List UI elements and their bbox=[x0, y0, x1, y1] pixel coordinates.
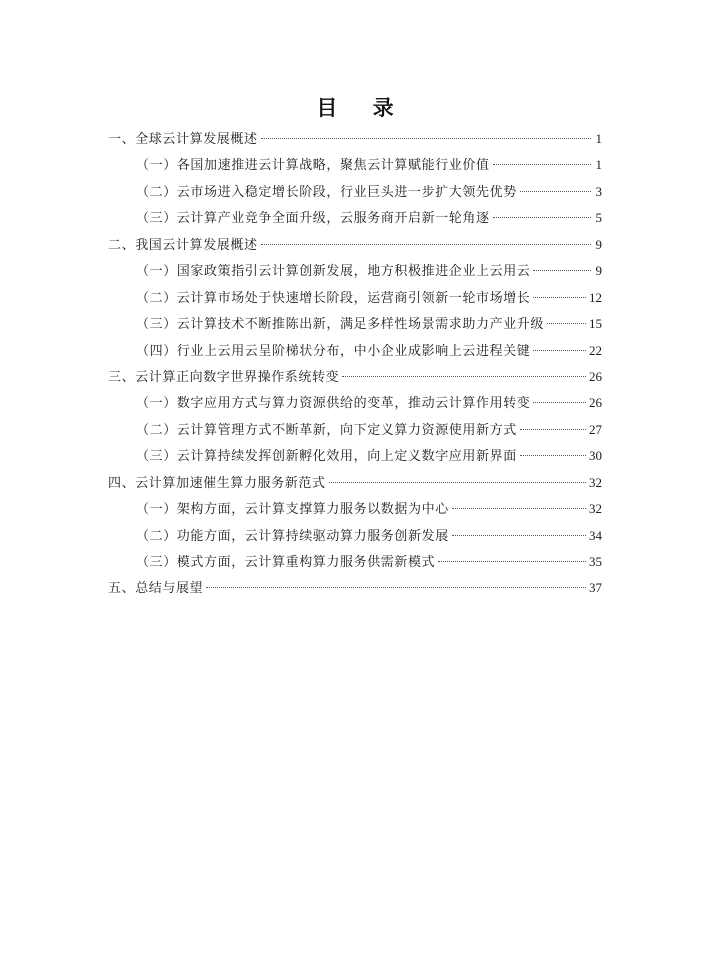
toc-page-number: 22 bbox=[589, 342, 602, 358]
toc-section-entry[interactable] bbox=[108, 443, 602, 469]
toc-dot-leader bbox=[533, 401, 586, 403]
toc-entry-label: （三）云计算持续发挥创新孵化效用，向上定义数字应用新界面 bbox=[136, 449, 517, 465]
toc-dot-leader bbox=[520, 190, 591, 192]
toc-entry-label: （三）云计算产业竞争全面升级，云服务商开启新一轮角逐 bbox=[136, 211, 490, 227]
toc-page-number: 3 bbox=[595, 183, 602, 199]
toc-entry-label: （三）模式方面，云计算重构算力服务供需新模式 bbox=[136, 555, 436, 570]
toc-chapter-entry[interactable] bbox=[108, 232, 602, 258]
toc-entry-label: （一）架构方面，云计算支撑算力服务以数据为中心 bbox=[136, 502, 449, 518]
toc-entry-label: （一）数字应用方式与算力资源供给的变革，推动云计算作用转变 bbox=[136, 396, 531, 412]
toc-dot-leader bbox=[329, 481, 586, 483]
toc-entry-label: （三）云计算技术不断推陈出新，满足多样性场景需求助力产业升级 bbox=[136, 317, 545, 333]
toc-dot-leader bbox=[452, 534, 586, 536]
toc-section-entry[interactable] bbox=[108, 152, 602, 178]
toc-entry-label: （二）功能方面，云计算持续驱动算力服务创新发展 bbox=[136, 528, 449, 544]
toc-dot-leader bbox=[493, 163, 591, 165]
toc-section-entry[interactable] bbox=[108, 285, 602, 311]
toc-page-number: 26 bbox=[589, 395, 602, 411]
toc-dot-leader bbox=[342, 375, 586, 377]
toc-chapter-entry[interactable] bbox=[108, 470, 602, 496]
toc-page-number: 26 bbox=[589, 368, 602, 384]
toc-entry-label: （二）云市场进入稳定增长阶段，行业巨头进一步扩大领先优势 bbox=[136, 184, 517, 200]
toc-section-entry[interactable] bbox=[108, 523, 602, 549]
toc-page-number: 35 bbox=[589, 554, 602, 569]
toc-dot-leader bbox=[547, 322, 586, 324]
toc-section-entry[interactable] bbox=[108, 496, 602, 522]
toc-page-number: 32 bbox=[589, 501, 602, 517]
toc-section-entry[interactable] bbox=[108, 205, 602, 231]
toc-section-entry[interactable] bbox=[108, 258, 602, 284]
toc-entry-label: （二）云计算市场处于快速增长阶段，运营商引领新一轮市场增长 bbox=[136, 290, 531, 306]
toc-dot-leader bbox=[493, 216, 591, 218]
toc-chapter-entry[interactable] bbox=[108, 364, 602, 390]
toc-dot-leader bbox=[452, 507, 586, 509]
toc-page-number: 15 bbox=[589, 316, 602, 332]
toc-dot-leader bbox=[261, 137, 591, 139]
toc-section-entry[interactable] bbox=[108, 417, 602, 443]
toc-entry-label: （一）国家政策指引云计算创新发展，地方积极推进企业上云用云 bbox=[136, 264, 531, 280]
toc-page-number: 12 bbox=[589, 289, 602, 305]
toc-section-entry[interactable] bbox=[108, 311, 602, 337]
toc-entry-label: （四）行业上云用云呈阶梯状分布，中小企业成影响上云进程关键 bbox=[136, 343, 531, 359]
toc-entry-label: 四、云计算加速催生算力服务新范式 bbox=[108, 475, 326, 491]
toc-page-number: 37 bbox=[589, 580, 602, 596]
toc-page-number: 1 bbox=[595, 157, 602, 173]
toc-page-number: 34 bbox=[589, 527, 602, 543]
toc-dot-leader bbox=[520, 454, 586, 456]
toc-chapter-entry[interactable] bbox=[108, 126, 602, 152]
toc-dot-leader bbox=[520, 428, 586, 430]
toc-page-number: 27 bbox=[589, 421, 602, 437]
toc-page-number: 30 bbox=[589, 448, 602, 464]
toc-entry-label: （一）各国加速推进云计算战略，聚焦云计算赋能行业价值 bbox=[136, 158, 490, 174]
toc-dot-leader bbox=[206, 586, 586, 588]
toc-section-entry[interactable] bbox=[108, 338, 602, 364]
toc-page-number: 1 bbox=[595, 131, 602, 146]
toc-chapter-entry[interactable] bbox=[108, 575, 602, 601]
toc-section-entry[interactable] bbox=[108, 179, 602, 205]
table-of-contents bbox=[108, 126, 602, 602]
toc-section-entry[interactable] bbox=[108, 390, 602, 416]
toc-dot-leader bbox=[533, 296, 586, 298]
toc-page-number: 5 bbox=[595, 210, 602, 226]
toc-dot-leader bbox=[438, 560, 586, 562]
toc-entry-label: （二）云计算管理方式不断革新，向下定义算力资源使用新方式 bbox=[136, 422, 517, 438]
toc-dot-leader bbox=[533, 349, 586, 351]
toc-entry-label: 二、我国云计算发展概述 bbox=[108, 237, 258, 253]
page-title: 目 录 bbox=[316, 96, 408, 120]
toc-page-number: 9 bbox=[595, 263, 602, 279]
toc-section-entry[interactable] bbox=[108, 549, 602, 575]
toc-entry-label: 一、全球云计算发展概述 bbox=[108, 132, 258, 147]
toc-entry-label: 三、云计算正向数字世界操作系统转变 bbox=[108, 369, 340, 385]
toc-dot-leader bbox=[533, 269, 591, 271]
toc-page-number: 32 bbox=[589, 474, 602, 490]
toc-page-number: 9 bbox=[595, 236, 602, 252]
toc-dot-leader bbox=[261, 243, 591, 245]
toc-entry-label: 五、总结与展望 bbox=[108, 581, 204, 597]
